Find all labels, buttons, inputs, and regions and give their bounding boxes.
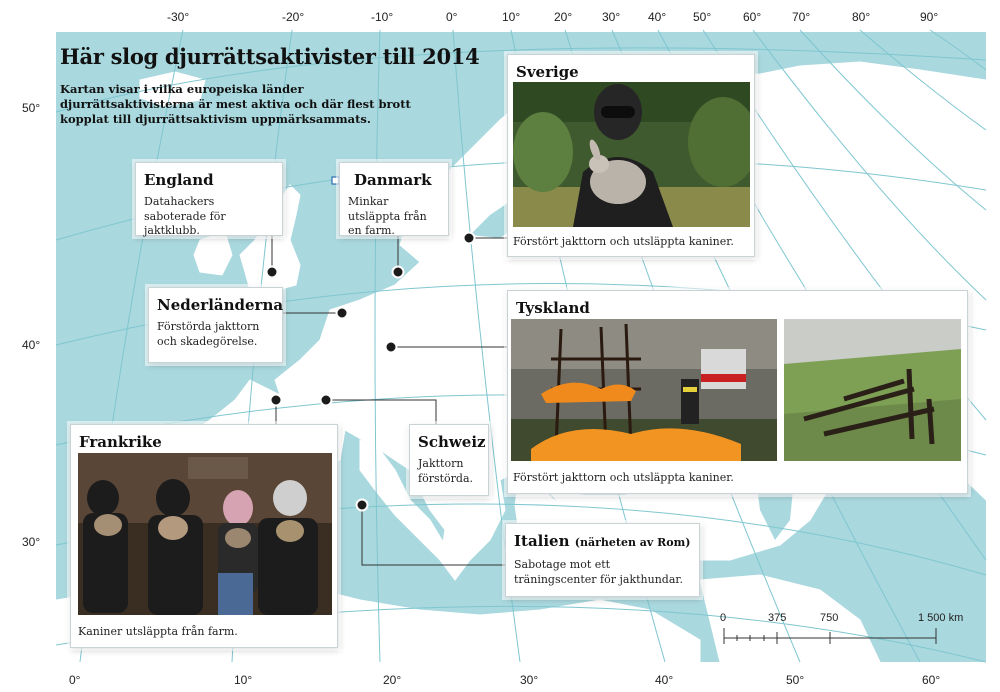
lon-label-top: -30° — [167, 10, 190, 24]
photo-remains-beam — [909, 369, 912, 439]
map-title: Här slog djurrättsaktivister till 2014 — [60, 44, 480, 69]
photo-fire-truck-stripe — [701, 374, 746, 382]
lon-label-bottom: 50° — [786, 673, 805, 687]
card-schweiz — [409, 424, 489, 496]
photo-firefighter-stripe — [683, 387, 697, 392]
lon-label-bottom: 30° — [520, 673, 539, 687]
lon-label-top: 40° — [648, 10, 667, 24]
card-title-italien-main: Italien — [514, 532, 570, 550]
lon-label-bottom: 20° — [383, 673, 402, 687]
scale-label: 375 — [768, 612, 787, 624]
card-title-sverige: Sverige — [516, 63, 579, 81]
scale-label: 1 500 km — [918, 612, 964, 624]
marker-sverige — [464, 233, 475, 244]
marker-schweiz — [321, 395, 332, 406]
card-sverige — [507, 54, 755, 257]
lon-label-bottom: 10° — [234, 673, 253, 687]
photo-rabbit — [225, 528, 251, 548]
danmark-small-square — [332, 177, 339, 184]
photo-checkered-hood — [273, 480, 307, 516]
photo-person — [87, 480, 119, 516]
photo-burning-hunting-tower-icon — [511, 319, 777, 461]
photo-person — [156, 479, 190, 517]
marker-tyskland — [386, 342, 397, 353]
card-caption-sverige: Förstört jakttorn och utsläppta kaniner. — [513, 235, 734, 248]
lon-label-bottom: 60° — [922, 673, 941, 687]
photo-svg-tyskland-fire — [511, 319, 777, 461]
photo-svg-tyskland-remains — [784, 319, 961, 461]
photo-destroyed-tower-remains-icon — [784, 319, 961, 461]
card-text-italien: Sabotage mot ett träningscenter för jakthundar. — [514, 558, 683, 586]
card-title-nederlanderna: Nederländerna — [157, 296, 284, 314]
lon-label-bottom: 40° — [655, 673, 674, 687]
card-caption-frankrike: Kaniner utsläppta från farm. — [78, 625, 238, 638]
photo-bush — [513, 112, 573, 192]
card-danmark — [339, 162, 449, 236]
lon-label-top: 90° — [920, 10, 939, 24]
card-caption-tyskland: Förstört jakttorn och utsläppta kaniner. — [513, 471, 734, 484]
card-text-schweiz: Jakttorn förstörda. — [418, 457, 473, 485]
photo-rabbit — [94, 514, 122, 536]
marker-nederlanderna — [337, 308, 348, 319]
card-text-danmark: Minkar utsläppta från en farm. — [348, 195, 427, 237]
map-subtitle: Kartan visar i vilka europeiska länder djurrättsaktivisterna är mest aktiva och där flest brott kopplat till djurrättsaktivism uppmärksammats. — [60, 82, 411, 126]
photo-svg-sverige — [513, 82, 750, 227]
lon-label-top: 10° — [502, 10, 521, 24]
lon-label-top: 70° — [792, 10, 811, 24]
lat-label: 40° — [22, 338, 41, 352]
lon-label-bottom: 0° — [69, 673, 81, 687]
photo-fire-truck — [701, 349, 746, 389]
photo-jeans — [218, 573, 253, 615]
lon-label-top: 0° — [446, 10, 458, 24]
card-title-italien — [514, 532, 691, 552]
photo-sunglasses — [601, 106, 635, 118]
scale-label: 750 — [820, 612, 839, 624]
photo-activists-holding-rabbits-icon — [78, 453, 332, 615]
photo-pink-hood — [223, 490, 253, 526]
photo-firefighter — [681, 379, 699, 424]
card-england — [135, 162, 283, 236]
lon-label-top: 30° — [602, 10, 621, 24]
card-tyskland — [507, 290, 968, 494]
photo-window — [188, 457, 248, 479]
card-title-england: England — [144, 171, 214, 189]
lat-label: 50° — [22, 101, 41, 115]
scale-label: 0 — [720, 612, 727, 624]
card-frankrike — [70, 424, 338, 648]
photo-masked-activist-with-rabbit-icon — [513, 82, 750, 227]
card-text-nederlanderna: Förstörda jakttorn och skadegörelse. — [157, 320, 260, 348]
marker-italien — [357, 500, 368, 511]
card-title-italien-note: (närheten av Rom) — [574, 536, 691, 549]
lon-label-top: 20° — [554, 10, 573, 24]
card-title-schweiz: Schweiz — [418, 433, 486, 451]
marker-danmark — [393, 267, 404, 278]
lon-label-top: 60° — [743, 10, 762, 24]
card-title-frankrike: Frankrike — [79, 433, 162, 451]
lon-label-top: 80° — [852, 10, 871, 24]
marker-england — [267, 267, 278, 278]
card-text-england: Datahackers saboterade för jaktklubb. — [144, 195, 226, 237]
lat-label: 30° — [22, 535, 41, 549]
photo-rabbit — [276, 520, 304, 542]
lon-label-top: -20° — [282, 10, 305, 24]
photo-rabbit — [158, 516, 188, 540]
card-italien — [505, 523, 700, 597]
card-title-danmark: Danmark — [354, 171, 432, 189]
photo-remains-beam — [929, 399, 932, 444]
photo-svg-frankrike — [78, 453, 332, 615]
card-title-tyskland: Tyskland — [516, 299, 590, 317]
marker-frankrike — [271, 395, 282, 406]
lon-label-top: -10° — [371, 10, 394, 24]
lon-label-top: 50° — [693, 10, 712, 24]
card-nederlanderna — [148, 287, 283, 363]
